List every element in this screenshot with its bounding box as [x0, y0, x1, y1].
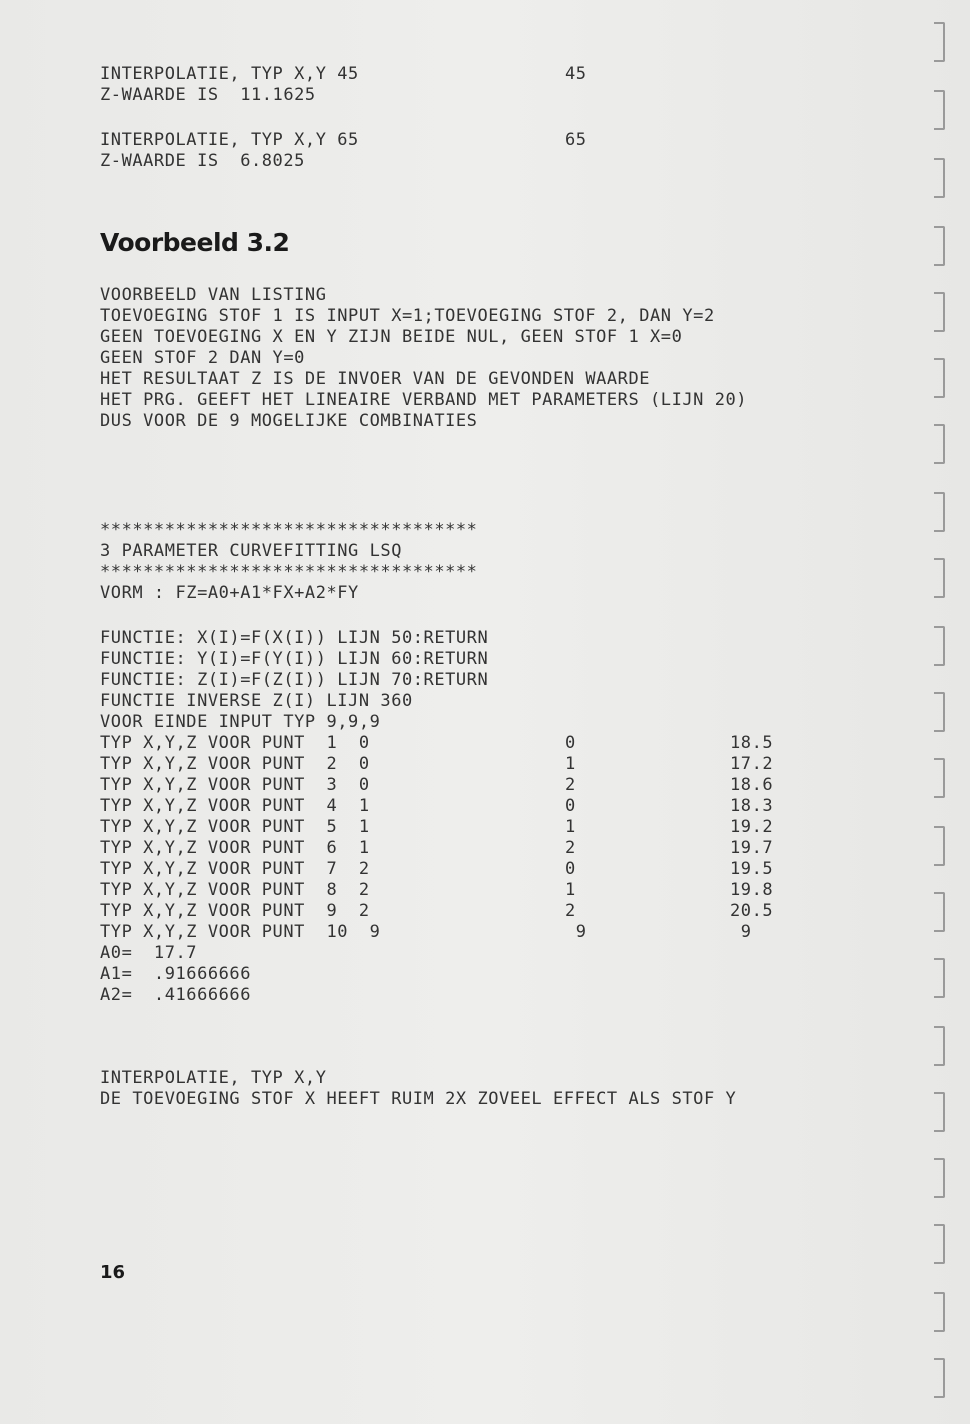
- binding-ring: [934, 626, 945, 666]
- binding-ring: [934, 1092, 945, 1132]
- intro-line: HET RESULTAAT Z IS DE INVOER VAN DE GEVONDEN WAARDE: [100, 369, 651, 389]
- binding-ring: [934, 692, 945, 732]
- point-y: 0: [565, 733, 576, 753]
- point-y: 0: [565, 796, 576, 816]
- conclusion-line: DE TOEVOEGING STOF X HEEFT RUIM 2X ZOVEEL EFFECT ALS STOF Y: [100, 1089, 737, 1109]
- point-prompt: TYP X,Y,Z VOOR PUNT 8 2: [100, 880, 370, 900]
- binding-ring: [934, 1292, 945, 1332]
- star-divider: ***********************************: [100, 562, 478, 582]
- interpolation-prompt: INTERPOLATIE, TYP X,Y 65: [100, 130, 359, 150]
- intro-line: GEEN TOEVOEGING X EN Y ZIJN BEIDE NUL, GEEN STOF 1 X=0: [100, 327, 683, 347]
- point-z: 18.3: [730, 796, 774, 816]
- binding-ring: [934, 90, 945, 130]
- point-y: 2: [565, 775, 576, 795]
- point-y: 0: [565, 859, 576, 879]
- point-prompt: TYP X,Y,Z VOOR PUNT 6 1: [100, 838, 370, 858]
- result-a1: A1= .91666666: [100, 964, 251, 984]
- binding-ring: [934, 492, 945, 532]
- point-z: 9: [730, 922, 752, 942]
- binding-ring: [934, 158, 945, 198]
- intro-line: HET PRG. GEEFT HET LINEAIRE VERBAND MET PARAMETERS (LIJN 20): [100, 390, 748, 410]
- intro-line: TOEVOEGING STOF 1 IS INPUT X=1;TOEVOEGING STOF 2, DAN Y=2: [100, 306, 715, 326]
- function-line: FUNCTIE: Z(I)=F(Z(I)) LIJN 70:RETURN: [100, 670, 489, 690]
- function-line: FUNCTIE: X(I)=F(X(I)) LIJN 50:RETURN: [100, 628, 489, 648]
- binding-ring: [934, 424, 945, 464]
- point-prompt: TYP X,Y,Z VOOR PUNT 1 0: [100, 733, 370, 753]
- intro-line: DUS VOOR DE 9 MOGELIJKE COMBINATIES: [100, 411, 478, 431]
- spiral-binding: [926, 0, 956, 1424]
- function-line: VOOR EINDE INPUT TYP 9,9,9: [100, 712, 381, 732]
- binding-ring: [934, 1358, 945, 1398]
- point-z: 18.6: [730, 775, 774, 795]
- point-prompt: TYP X,Y,Z VOOR PUNT 3 0: [100, 775, 370, 795]
- binding-ring: [934, 826, 945, 866]
- interpolation-echo: 65: [565, 130, 587, 150]
- binding-ring: [934, 1026, 945, 1066]
- interpolation-echo: 45: [565, 64, 587, 84]
- point-z: 19.8: [730, 880, 774, 900]
- point-prompt: TYP X,Y,Z VOOR PUNT 9 2: [100, 901, 370, 921]
- point-prompt: TYP X,Y,Z VOOR PUNT 10 9: [100, 922, 381, 942]
- point-z: 19.2: [730, 817, 774, 837]
- result-a2: A2= .41666666: [100, 985, 251, 1005]
- binding-ring: [934, 226, 945, 266]
- intro-line: GEEN STOF 2 DAN Y=0: [100, 348, 305, 368]
- point-y: 1: [565, 754, 576, 774]
- result-a0: A0= 17.7: [100, 943, 198, 963]
- interpolation-prompt: INTERPOLATIE, TYP X,Y 45: [100, 64, 359, 84]
- point-z: 17.2: [730, 754, 774, 774]
- binding-ring: [934, 1224, 945, 1264]
- star-divider: ***********************************: [100, 520, 478, 540]
- point-prompt: TYP X,Y,Z VOOR PUNT 7 2: [100, 859, 370, 879]
- point-y: 1: [565, 880, 576, 900]
- point-z: 20.5: [730, 901, 774, 921]
- section-heading: Voorbeeld 3.2: [100, 228, 290, 257]
- program-title: 3 PARAMETER CURVEFITTING LSQ: [100, 541, 402, 561]
- intro-line: VOORBEELD VAN LISTING: [100, 285, 327, 305]
- point-y: 9: [565, 922, 587, 942]
- binding-ring: [934, 892, 945, 932]
- binding-ring: [934, 558, 945, 598]
- binding-ring: [934, 22, 945, 62]
- conclusion-line: INTERPOLATIE, TYP X,Y: [100, 1068, 327, 1088]
- point-prompt: TYP X,Y,Z VOOR PUNT 2 0: [100, 754, 370, 774]
- point-z: 19.5: [730, 859, 774, 879]
- point-prompt: TYP X,Y,Z VOOR PUNT 4 1: [100, 796, 370, 816]
- binding-ring: [934, 292, 945, 332]
- binding-ring: [934, 1158, 945, 1198]
- function-line: FUNCTIE: Y(I)=F(Y(I)) LIJN 60:RETURN: [100, 649, 489, 669]
- point-y: 2: [565, 838, 576, 858]
- binding-ring: [934, 358, 945, 398]
- page-number: 16: [100, 1262, 126, 1283]
- function-line: FUNCTIE INVERSE Z(I) LIJN 360: [100, 691, 413, 711]
- point-y: 1: [565, 817, 576, 837]
- binding-ring: [934, 958, 945, 998]
- point-z: 18.5: [730, 733, 774, 753]
- z-value-line: Z-WAARDE IS 11.1625: [100, 85, 316, 105]
- point-y: 2: [565, 901, 576, 921]
- z-value-line: Z-WAARDE IS 6.8025: [100, 151, 305, 171]
- formula-line: VORM : FZ=A0+A1*FX+A2*FY: [100, 583, 359, 603]
- point-z: 19.7: [730, 838, 774, 858]
- binding-ring: [934, 758, 945, 798]
- point-prompt: TYP X,Y,Z VOOR PUNT 5 1: [100, 817, 370, 837]
